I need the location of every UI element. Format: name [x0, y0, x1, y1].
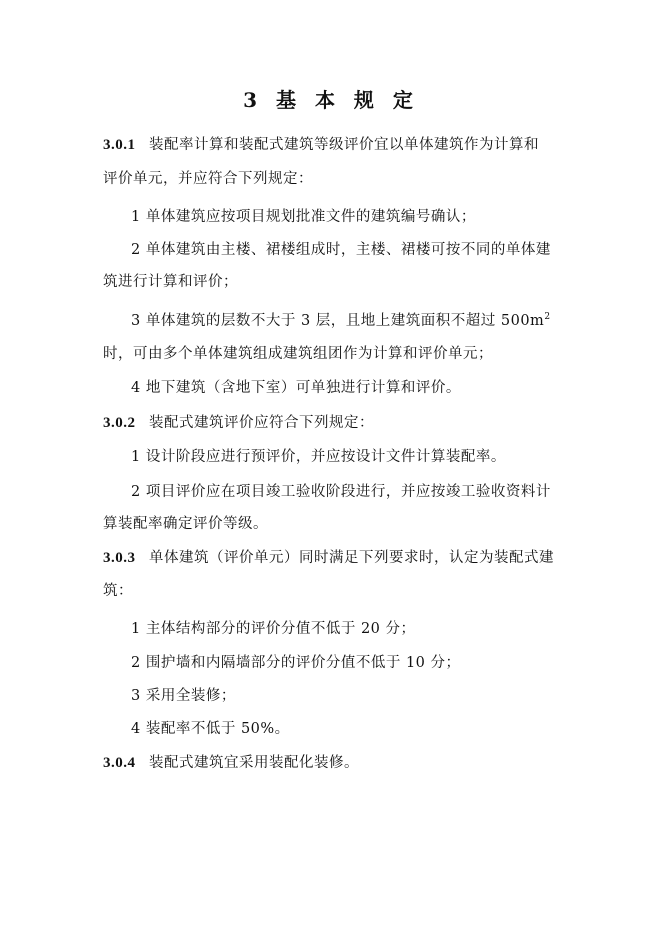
clause-3-0-3-item-2: 2 围护墙和内隔墙部分的评价分值不低于 10 分；	[131, 655, 461, 671]
clause-number: 3.0.4	[103, 755, 136, 771]
clause-3-0-1-item-2-line-2: 筑进行计算和评价；	[103, 274, 238, 290]
clause-3-0-1-line-2: 评价单元，并应符合下列规定：	[103, 171, 313, 187]
clause-3-0-3-line-2: 筑：	[103, 583, 133, 599]
clause-3-0-2-item-1: 1 设计阶段应进行预评价，并应按设计文件计算装配率。	[131, 449, 506, 465]
clause-3-0-3-line-1	[103, 548, 554, 568]
clause-3-0-3-item-1: 1 主体结构部分的评价分值不低于 20 分；	[131, 621, 416, 637]
clause-3-0-1-item-3-line-1	[131, 311, 551, 331]
item-text: 3 单体建筑的层数不大于 3 层，且地上建筑面积不超过 500m	[131, 313, 545, 329]
clause-text: 装配式建筑宜采用装配化装修。	[149, 755, 359, 771]
clause-3-0-1-line-1	[103, 135, 539, 155]
clause-text: 装配式建筑评价应符合下列规定：	[149, 415, 374, 431]
clause-3-0-2-line-1	[103, 413, 374, 433]
clause-3-0-3-item-3: 3 采用全装修；	[131, 688, 236, 704]
clause-number: 3.0.1	[103, 137, 136, 153]
clause-3-0-1-item-2-line-1: 2 单体建筑由主楼、裙楼组成时，主楼、裙楼可按不同的单体建	[131, 242, 551, 258]
superscript: 2	[544, 312, 551, 322]
clause-number: 3.0.3	[103, 550, 136, 566]
clause-3-0-3-item-4: 4 装配率不低于 50%。	[131, 721, 290, 737]
clause-3-0-4-line-1	[103, 753, 359, 773]
clause-3-0-1-item-3-line-2: 时，可由多个单体建筑组成建筑组团作为计算和评价单元；	[103, 346, 493, 362]
clause-3-0-2-item-2-line-1: 2 项目评价应在项目竣工验收阶段进行，并应按竣工验收资料计	[131, 484, 551, 500]
clause-text: 单体建筑（评价单元）同时满足下列要求时，认定为装配式建	[149, 550, 554, 566]
clause-3-0-2-item-2-line-2: 算装配率确定评价等级。	[103, 516, 268, 532]
clause-text: 装配率计算和装配式建筑等级评价宜以单体建筑作为计算和	[149, 137, 539, 153]
clause-3-0-1-item-4: 4 地下建筑（含地下室）可单独进行计算和评价。	[131, 380, 461, 396]
chapter-title: 3 基 本 规 定	[243, 88, 419, 112]
clause-3-0-1-item-1: 1 单体建筑应按项目规划批准文件的建筑编号确认；	[131, 209, 476, 225]
clause-number: 3.0.2	[103, 415, 136, 431]
